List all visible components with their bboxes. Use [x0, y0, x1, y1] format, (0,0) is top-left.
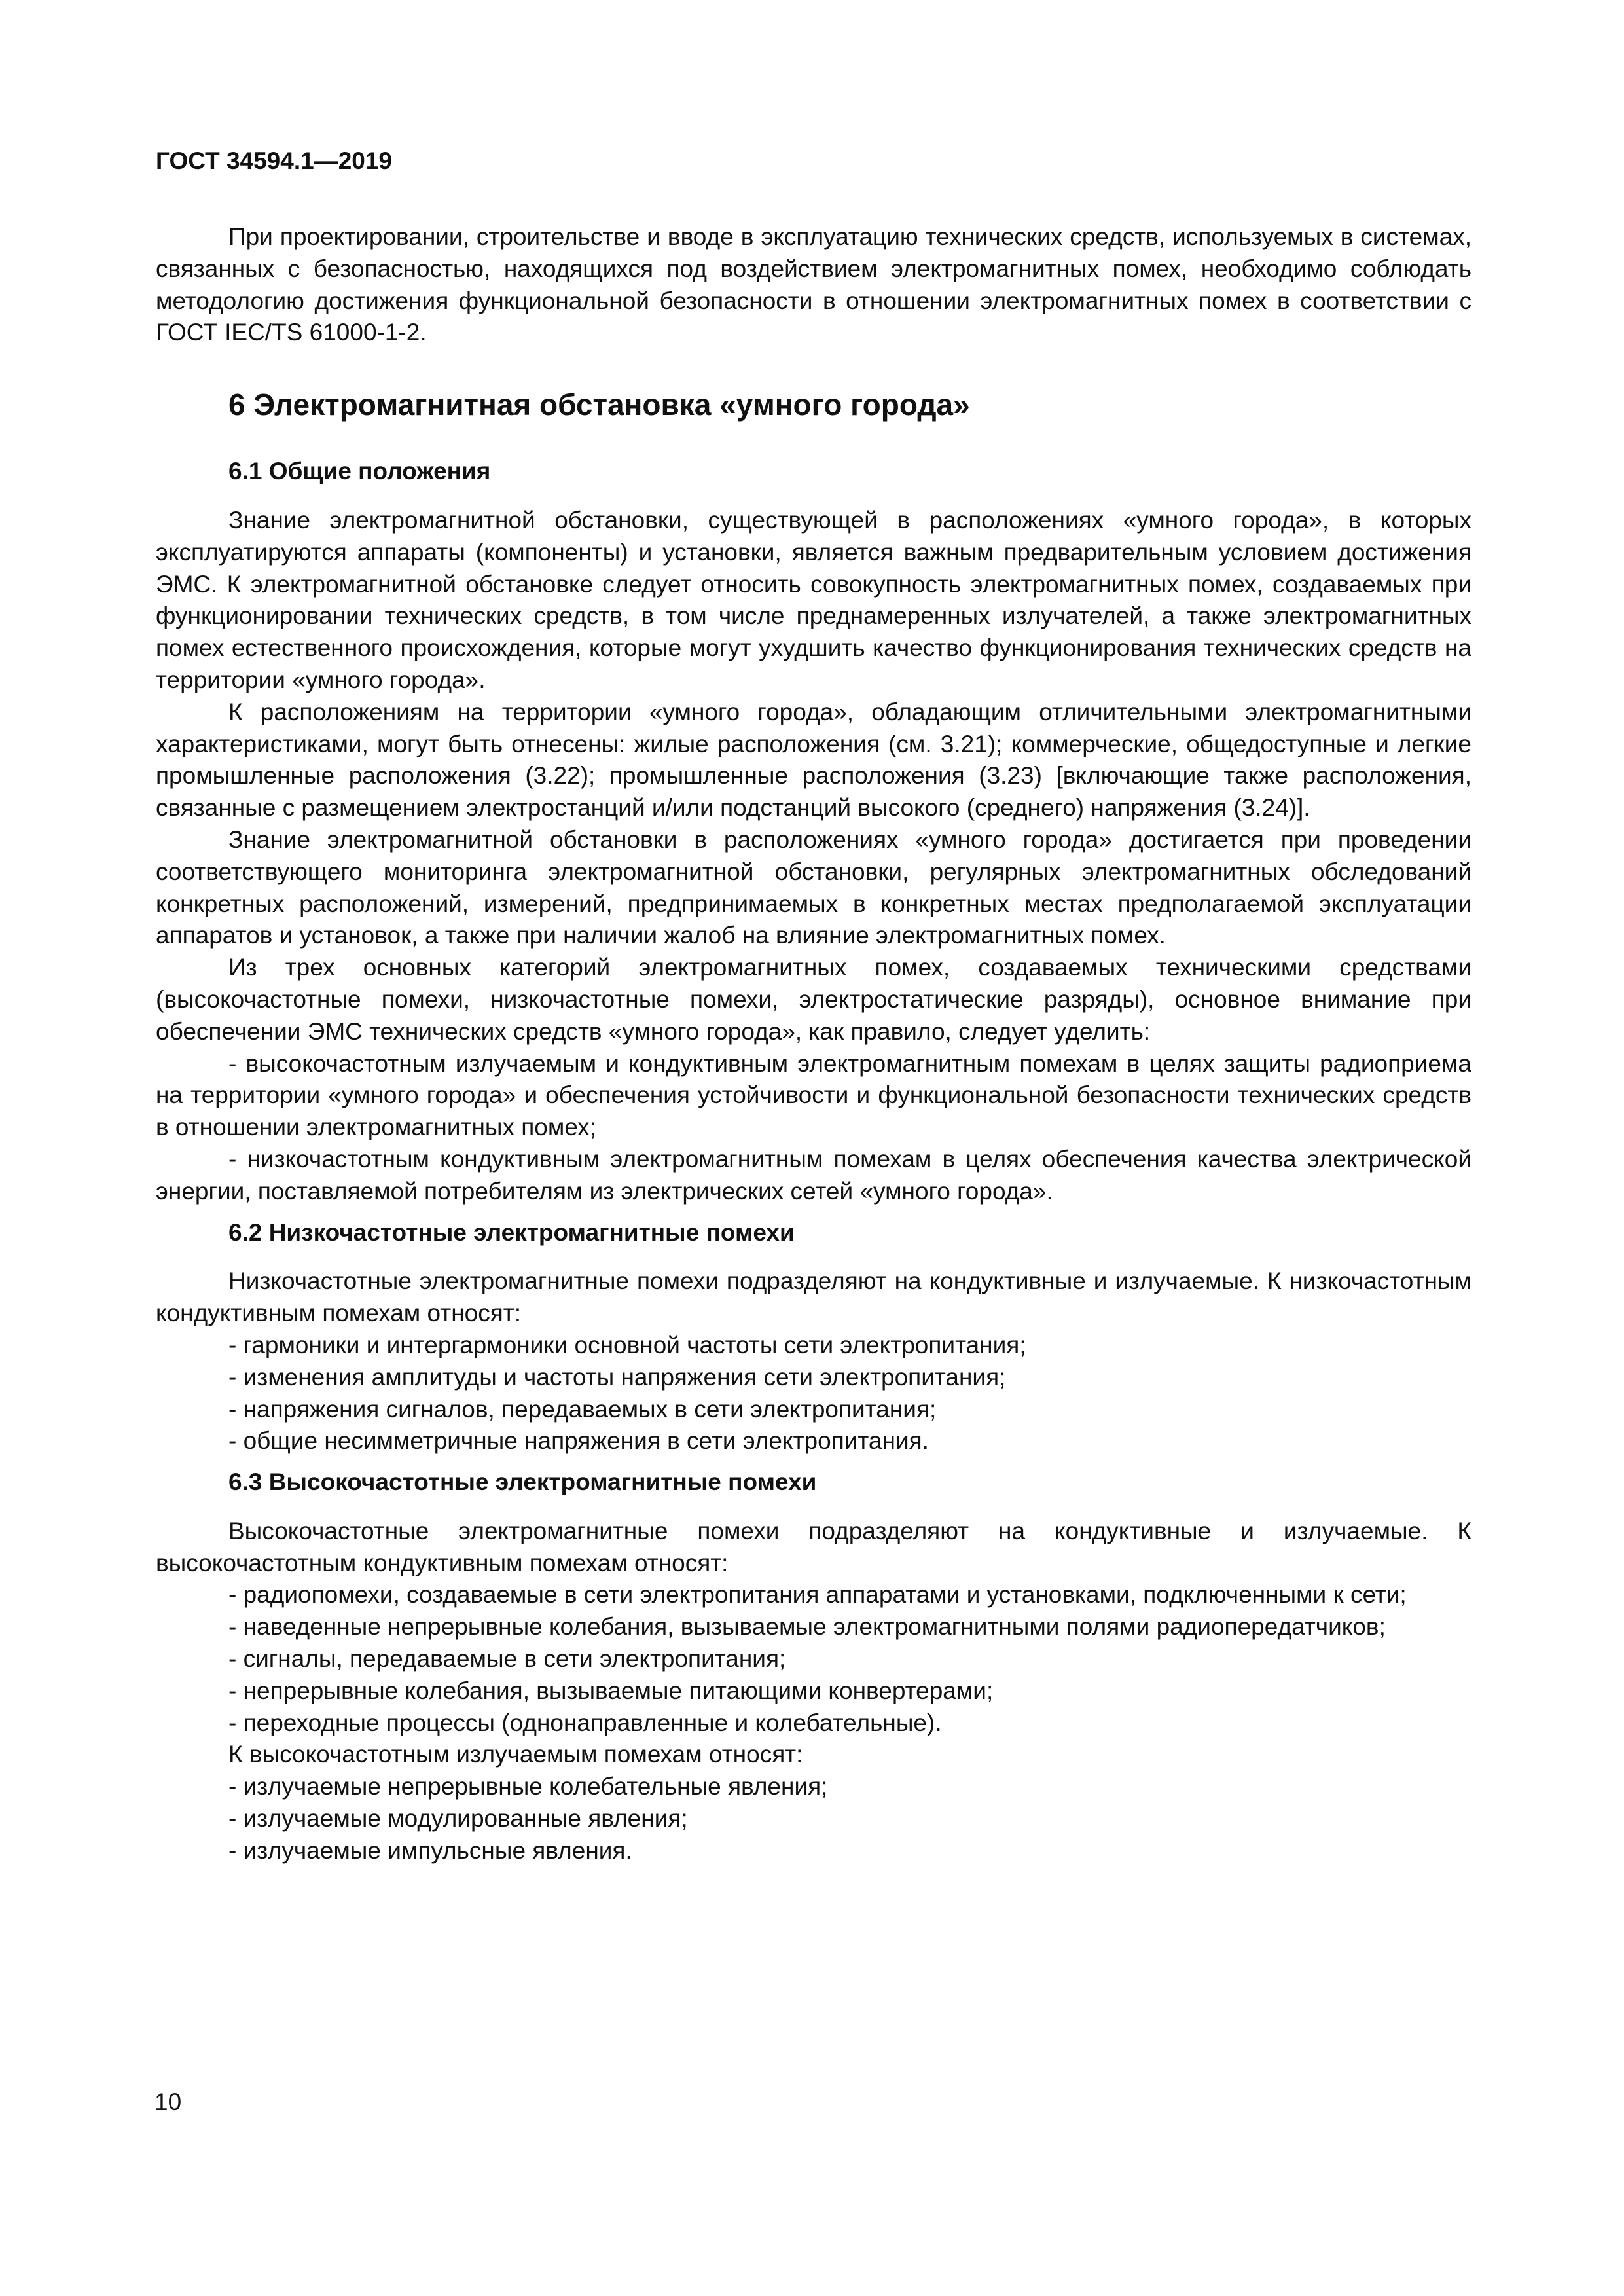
paragraph: Из трех основных категорий электромагнитных помех, создаваемых техническими средствами (высокочастотные помехи, низкочастотные помехи, электростатические разряды), основное внимание при обеспечении ЭМС технических средств «умного города», как правило, следует уделить:: [156, 954, 1471, 1045]
list-item: - общие несимметричные напряжения в сети электропитания.: [228, 1427, 929, 1455]
list-item: - изменения амплитуды и частоты напряжения сети электропитания;: [228, 1363, 1006, 1391]
paragraph: Знание электромагнитной обстановки в расположениях «умного города» достигается при проведении соответствующего мониторинга электромагнитной обстановки, регулярных электромагнитных обследований конкретных расположений, измерений, предпринимаемых в конкретных местах предполагаемой эксплуатации аппаратов и установок, а также при наличии жалоб на влияние электромагнитных помех.: [156, 826, 1471, 949]
document-body: [156, 221, 1471, 1867]
list-item: - высокочастотным излучаемым и кондуктивным электромагнитным помехам в целях защиты радиоприема на территории «умного города» и обеспечения устойчивости и функциональной безопасности технических средств в отношении электромагнитных помех;: [156, 1049, 1471, 1141]
document-code: ГОСТ 34594.1—2019: [156, 147, 393, 174]
list-item: - сигналы, передаваемые в сети электропитания;: [228, 1645, 786, 1673]
paragraph: Низкочастотные электромагнитные помехи подразделяют на кондуктивные и излучаемые. К низкочастотным кондуктивным помехам относят:: [156, 1267, 1471, 1327]
paragraph: К высокочастотным излучаемым помехам относят:: [228, 1741, 803, 1768]
paragraph: Знание электромагнитной обстановки, существующей в расположениях «умного города», в которых эксплуатируются аппараты (компоненты) и установки, является важным предварительным условием достижения ЭМС. К электромагнитной обстановке следует относить совокупность электромагнитных помех, создаваемых при функционировании технических средств, в том числе преднамеренных излучателей, а также электромагнитных помех естественного происхождения, которые могут ухудшить качество функционирования технических средств на территории «умного города».: [156, 506, 1471, 693]
intro-paragraph: При проектировании, строительстве и вводе в эксплуатацию технических средств, используемых в системах, связанных с безопасностью, находящихся под воздействием электромагнитных помех, необходимо соблюдать методологию достижения функциональной безопасности в отношении электромагнитных помех в соответствии с ГОСТ IEC/TS 61000-1-2.: [156, 223, 1471, 346]
list-item: - радиопомехи, создаваемые в сети электропитания аппаратами и установками, подключенными к сети;: [228, 1581, 1407, 1609]
list-item: - излучаемые непрерывные колебательные явления;: [228, 1773, 828, 1800]
section-6-2-title: 6.2 Низкочастотные электромагнитные помехи: [228, 1218, 795, 1246]
section-6-title: 6 Электромагнитная обстановка «умного города»: [228, 388, 970, 422]
list-item: - наведенные непрерывные колебания, вызываемые электромагнитными полями радиопередатчиков;: [228, 1613, 1386, 1641]
list-item: - напряжения сигналов, передаваемых в сети электропитания;: [228, 1395, 937, 1423]
list-item: - излучаемые модулированные явления;: [228, 1805, 688, 1832]
page-number: 10: [154, 2088, 182, 2115]
list-item: - гармоники и интергармоники основной частоты сети электропитания;: [228, 1331, 1026, 1358]
list-item: - излучаемые импульсные явления.: [228, 1836, 632, 1864]
section-6-3-title: 6.3 Высокочастотные электромагнитные помехи: [228, 1468, 817, 1496]
list-item: - непрерывные колебания, вызываемые питающими конвертерами;: [228, 1677, 994, 1704]
list-item: - низкочастотным кондуктивным электромагнитным помехам в целях обеспечения качества электрической энергии, поставляемой потребителям из электрических сетей «умного города».: [156, 1145, 1471, 1205]
section-6-1-title: 6.1 Общие положения: [228, 458, 491, 485]
list-item: - переходные процессы (однонаправленные и колебательные).: [228, 1709, 942, 1736]
paragraph: Высокочастотные электромагнитные помехи подразделяют на кондуктивные и излучаемые. К высокочастотным кондуктивным помехам относят:: [156, 1517, 1471, 1576]
paragraph: К расположениям на территории «умного города», обладающим отличительными электромагнитными характеристиками, могут быть отнесены: жилые расположения (см. 3.21); коммерческие, общедоступные и легкие промышленные расположения (3.22); промышленные расположения (3.23) [включающие также расположения, связанные с размещением электростанций и/или подстанций высокого (среднего) напряжения (3.24)].: [156, 698, 1471, 822]
